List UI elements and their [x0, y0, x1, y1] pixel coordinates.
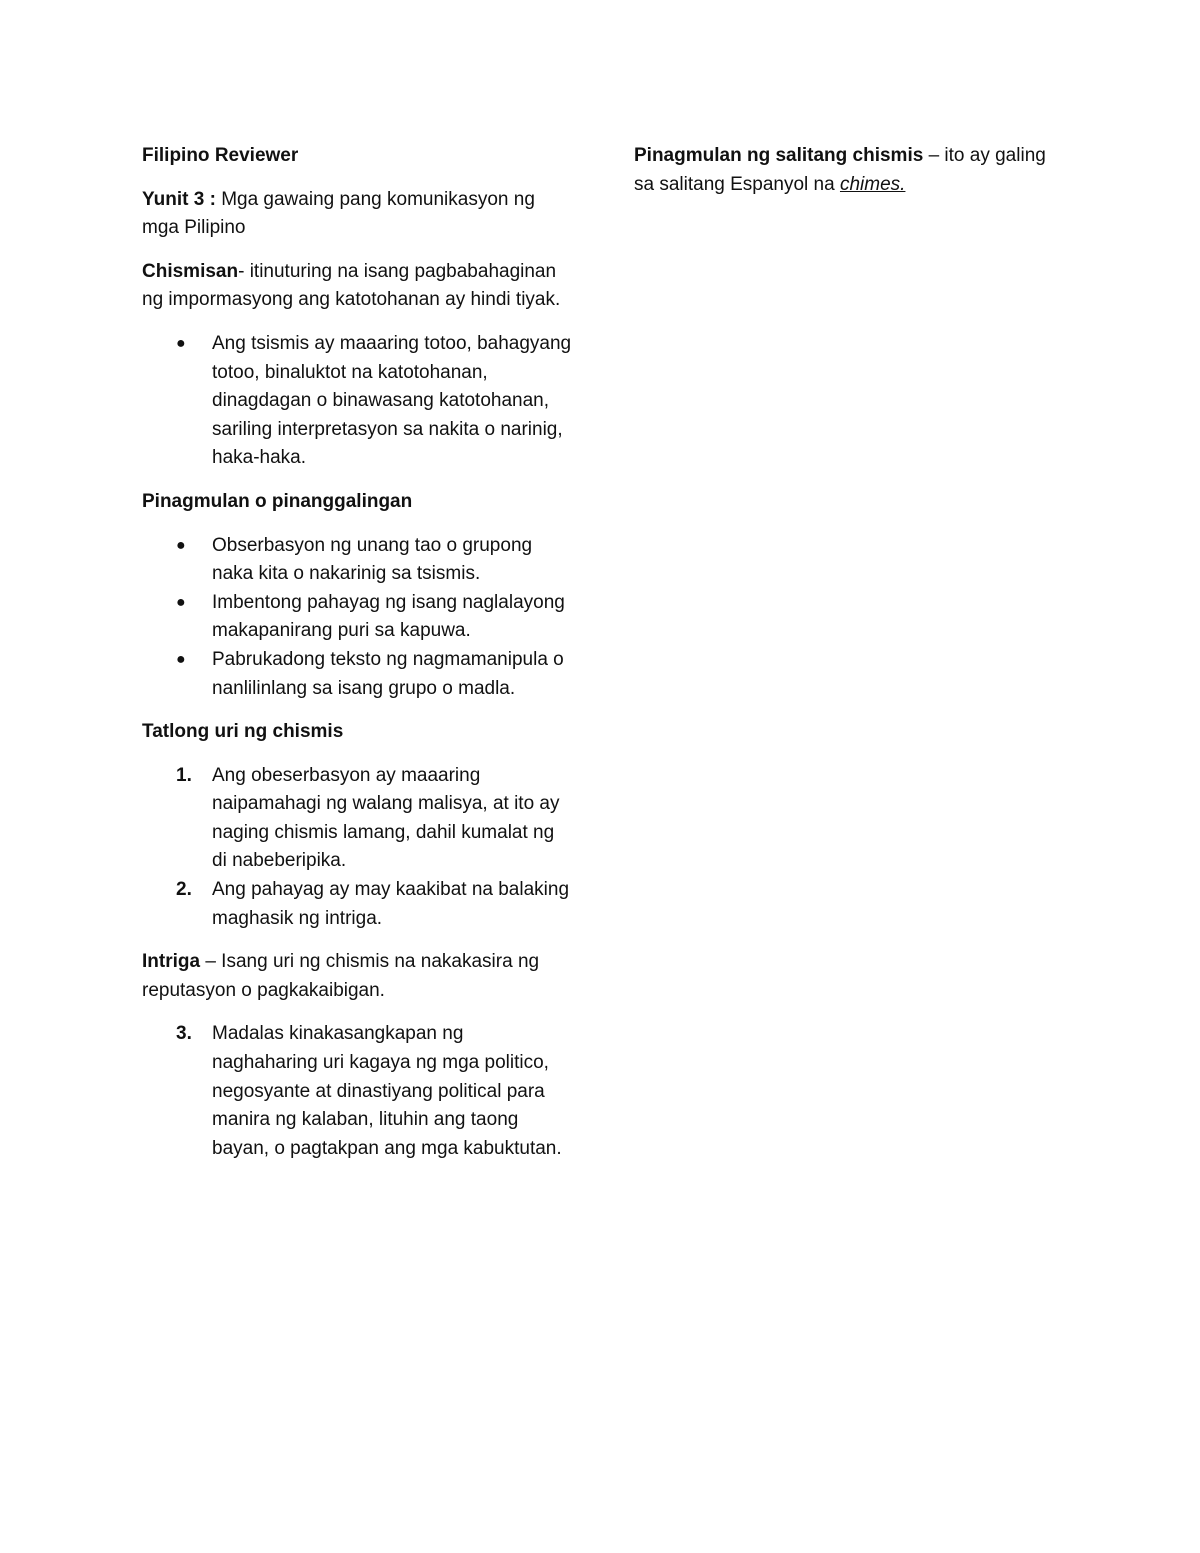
bullet-icon: ●: [176, 334, 186, 352]
intriga-label: Intriga: [142, 951, 201, 973]
yunit-paragraph: [142, 186, 572, 243]
list-number: 2.: [176, 879, 192, 901]
right-column: [634, 142, 1054, 214]
list-number: 1.: [176, 764, 192, 786]
list-item: ● Pabrukadong teksto ng nagmamanipula o nanlilinlang sa isang grupo o madla.: [142, 646, 572, 703]
list-item: 1. Ang obeserbasyon ay maaaring naipamahagi ng walang malisya, at ito ay naging chismis lamang, dahil kumalat ng di nabeberipika.: [142, 762, 572, 876]
salitang-chismis-paragraph: [634, 142, 1054, 199]
yunit-label: Yunit 3 :: [142, 188, 216, 210]
left-column: [142, 142, 572, 1178]
list-item: 2. Ang pahayag ay may kaakibat na balaking maghasik ng intriga.: [142, 876, 572, 933]
pinagmulan-bullet-list: [142, 532, 572, 704]
chismisan-paragraph: [142, 258, 572, 315]
bullet-icon: ●: [176, 593, 186, 611]
chismisan-text: - itinuturing na isang pagbabahaginan ng impormasyong ang katotohanan ay hindi tiyak.: [142, 260, 561, 311]
uri-numbered-list: [142, 762, 572, 934]
list-item: ● Imbentong pahayag ng isang naglalayong makapanirang puri sa kapuwa.: [142, 589, 572, 646]
list-item: 3. Madalas kinakasangkapan ng naghaharing uri kagaya ng mga politico, negosyante at dinastiyang political para manira ng kalaban, lituhin ang taong bayan, o pagtakpan ang mga kabuktutan.: [142, 1020, 572, 1163]
list-item: ● Obserbasyon ng unang tao o grupong naka kita o nakarinig sa tsismis.: [142, 532, 572, 589]
list-item: ● Ang tsismis ay maaaring totoo, bahagyang totoo, binaluktot na katotohanan, dinagdagan o binawasang katotohanan, sariling interpretasyon sa nakita o narinig, haka-haka.: [142, 330, 572, 473]
yunit-text: Mga gawaing pang komunikasyon ng mga Pilipino: [142, 188, 535, 239]
salitang-chismis-label: Pinagmulan ng salitang chismis: [634, 145, 924, 166]
bullet-icon: ●: [176, 650, 186, 668]
tatlong-uri-heading: Tatlong uri ng chismis: [142, 721, 344, 743]
tsismis-bullet-list: [142, 330, 572, 473]
pinagmulan-heading: Pinagmulan o pinanggalingan: [142, 490, 413, 512]
chimes-word: chimes.: [839, 173, 906, 195]
intriga-paragraph: [142, 948, 572, 1005]
intriga-text: – Isang uri ng chismis na nakakasira ng reputasyon o pagkakaibigan.: [142, 951, 540, 1001]
list-number: 3.: [176, 1023, 192, 1045]
uri-numbered-list-continued: [142, 1020, 572, 1163]
document-title: Filipino Reviewer: [142, 145, 299, 166]
salitang-chismis-text: – ito ay galing sa salitang Espanyol na: [634, 145, 1046, 195]
chismisan-label: Chismisan: [142, 260, 239, 282]
bullet-icon: ●: [176, 536, 186, 554]
